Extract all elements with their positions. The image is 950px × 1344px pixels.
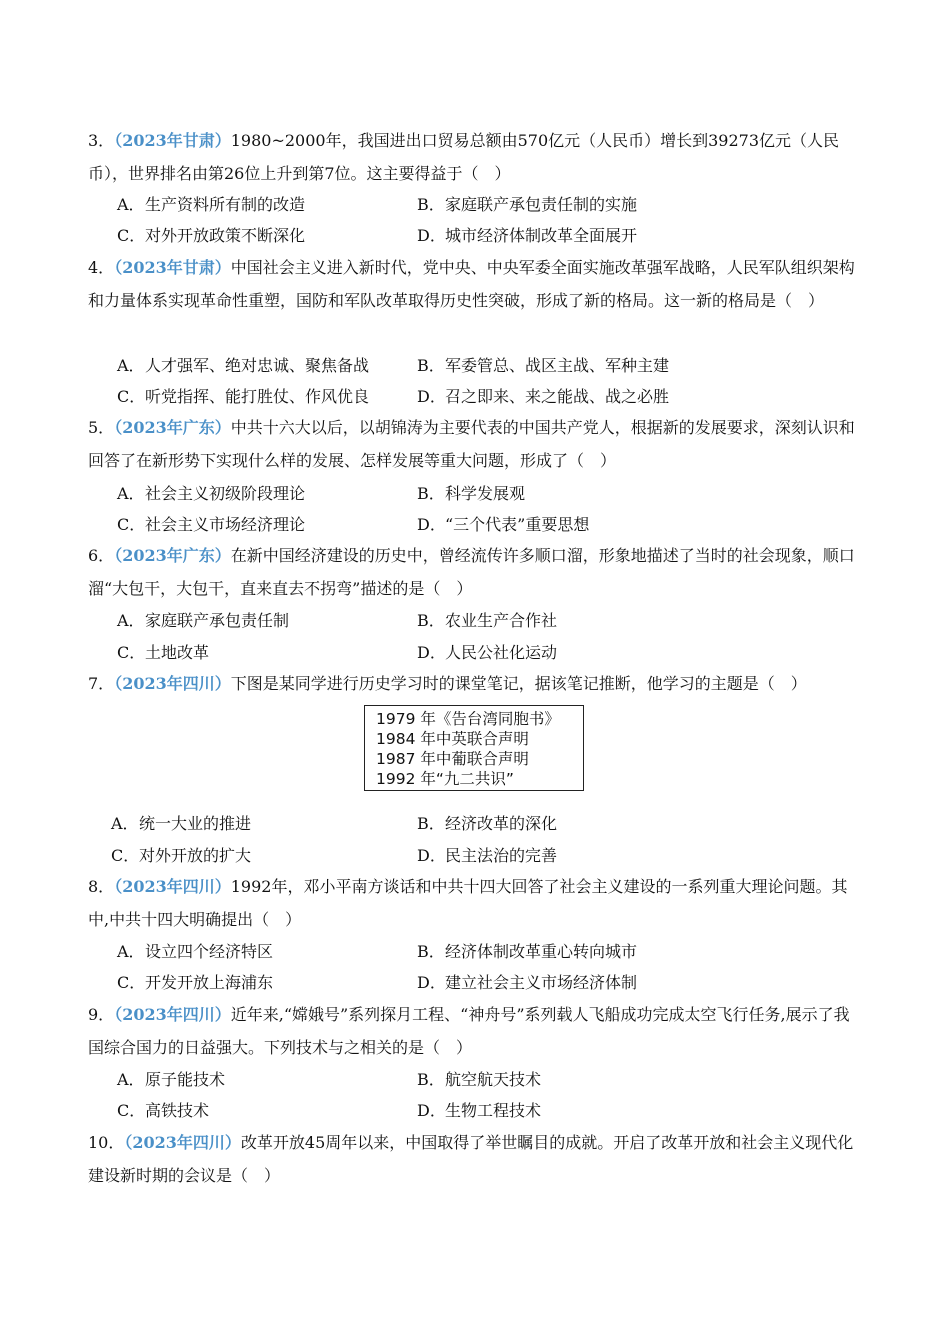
option-d[interactable]: D．建立社会主义市场经济体制 xyxy=(417,973,638,992)
question-5 xyxy=(88,412,858,477)
option-b[interactable]: B．科学发展观 xyxy=(417,484,526,503)
question-number: 8． xyxy=(88,877,115,896)
question-number: 5． xyxy=(88,418,115,437)
option-row xyxy=(111,808,851,839)
option-b[interactable]: B．航空航天技术 xyxy=(417,1070,542,1089)
question-source: （2023年四川） xyxy=(114,877,231,896)
option-c[interactable]: C．社会主义市场经济理论 xyxy=(117,515,306,534)
question-number: 4． xyxy=(88,258,115,277)
option-b[interactable]: B．家庭联产承包责任制的实施 xyxy=(417,195,638,214)
option-row xyxy=(117,637,857,668)
question-text: 近年来,“嫦娥号”系列探月工程、“神舟号”系列载人飞船成功完成太空飞行任务,展示了我国综合国力的日益强大。下列技术与之相关的是（ ） xyxy=(88,1005,850,1057)
option-row xyxy=(117,350,857,381)
option-d[interactable]: D．召之即来、来之能战、战之必胜 xyxy=(417,387,670,406)
option-row xyxy=(111,840,851,871)
option-c[interactable]: C．对外开放政策不断深化 xyxy=(117,226,306,245)
option-b[interactable]: B．经济改革的深化 xyxy=(417,814,558,833)
question-3 xyxy=(88,125,858,190)
question-number: 7． xyxy=(88,674,115,693)
question-6 xyxy=(88,540,858,605)
option-a[interactable]: A．统一大业的推进 xyxy=(111,814,252,833)
question-number: 10． xyxy=(88,1133,125,1152)
option-c[interactable]: C．听党指挥、能打胜仗、作风优良 xyxy=(117,387,370,406)
option-a[interactable]: A．家庭联产承包责任制 xyxy=(117,611,290,630)
question-source: （2023年甘肃） xyxy=(114,258,231,277)
option-d[interactable]: D．民主法治的完善 xyxy=(417,846,558,865)
option-d[interactable]: D．人民公社化运动 xyxy=(417,643,558,662)
question-number: 3． xyxy=(88,131,115,150)
note-line: 1979 年《告台湾同胞书》 xyxy=(376,710,560,728)
option-c[interactable]: C．对外开放的扩大 xyxy=(111,846,252,865)
option-d[interactable]: D．城市经济体制改革全面展开 xyxy=(417,226,638,245)
question-number: 6． xyxy=(88,546,115,565)
option-b[interactable]: B．军委管总、战区主战、军种主建 xyxy=(417,356,670,375)
question-number: 9． xyxy=(88,1005,115,1024)
question-text: 下图是某同学进行历史学习时的课堂笔记，据该笔记推断，他学习的主题是（ ） xyxy=(230,674,807,693)
option-a[interactable]: A．人才强军、绝对忠诚、聚焦备战 xyxy=(117,356,370,375)
question-text: 改革开放45周年以来，中国取得了举世瞩目的成就。开启了改革开放和社会主义现代化建设新时期的会议是（ ） xyxy=(88,1133,854,1185)
question-source: （2023年四川） xyxy=(124,1133,241,1152)
option-a[interactable]: A．社会主义初级阶段理论 xyxy=(117,484,306,503)
option-b[interactable]: B．农业生产合作社 xyxy=(417,611,558,630)
option-row xyxy=(117,509,857,540)
option-a[interactable]: A．生产资料所有制的改造 xyxy=(117,195,306,214)
question-text: 在新中国经济建设的历史中，曾经流传许多顺口溜，形象地描述了当时的社会现象，顺口溜“大包干，大包干，直来直去不拐弯”描述的是（ ） xyxy=(88,546,855,598)
option-a[interactable]: A．原子能技术 xyxy=(117,1070,226,1089)
option-a[interactable]: A．设立四个经济特区 xyxy=(117,942,274,961)
option-c[interactable]: C．开发开放上海浦东 xyxy=(117,973,274,992)
question-7 xyxy=(88,668,858,701)
option-row xyxy=(117,605,857,636)
note-line: 1987 年中葡联合声明 xyxy=(376,750,529,768)
option-row xyxy=(117,967,857,998)
question-9 xyxy=(88,999,858,1064)
question-4 xyxy=(88,252,858,317)
option-b[interactable]: B．经济体制改革重心转向城市 xyxy=(417,942,638,961)
note-line: 1984 年中英联合声明 xyxy=(376,730,529,748)
question-source: （2023年广东） xyxy=(114,546,231,565)
question-text: 1992年，邓小平南方谈话和中共十四大回答了社会主义建设的一系列重大理论问题。其中,中共十四大明确提出（ ） xyxy=(88,877,848,929)
option-row xyxy=(117,478,857,509)
option-row xyxy=(117,936,857,967)
question-text: 中共十六大以后，以胡锦涛为主要代表的中国共产党人，根据新的发展要求，深刻认识和回答了在新形势下实现什么样的发展、怎样发展等重大问题，形成了（ ） xyxy=(88,418,855,470)
class-notes-figure xyxy=(364,705,584,791)
option-c[interactable]: C．高铁技术 xyxy=(117,1101,210,1120)
option-d[interactable]: D．生物工程技术 xyxy=(417,1101,542,1120)
option-c[interactable]: C．土地改革 xyxy=(117,643,210,662)
question-source: （2023年四川） xyxy=(114,674,231,693)
option-row xyxy=(117,220,857,251)
note-line: 1992 年“九二共识” xyxy=(376,770,514,788)
option-row xyxy=(117,1064,857,1095)
option-row xyxy=(117,1095,857,1126)
question-8 xyxy=(88,871,858,936)
question-source: （2023年甘肃） xyxy=(114,131,231,150)
question-source: （2023年广东） xyxy=(114,418,231,437)
option-row xyxy=(117,381,857,412)
option-row xyxy=(117,189,857,220)
question-10 xyxy=(88,1127,858,1192)
question-source: （2023年四川） xyxy=(114,1005,231,1024)
question-text: 1980~2000年，我国进出口贸易总额由570亿元（人民币）增长到39273亿元（人民币），世界排名由第26位上升到第7位。这主要得益于（ ） xyxy=(88,131,840,183)
option-d[interactable]: D．“三个代表”重要思想 xyxy=(417,515,590,534)
question-text: 中国社会主义进入新时代，党中央、中央军委全面实施改革强军战略，人民军队组织架构和力量体系实现革命性重塑，国防和军队改革取得历史性突破，形成了新的格局。这一新的格局是（ ） xyxy=(88,258,855,310)
